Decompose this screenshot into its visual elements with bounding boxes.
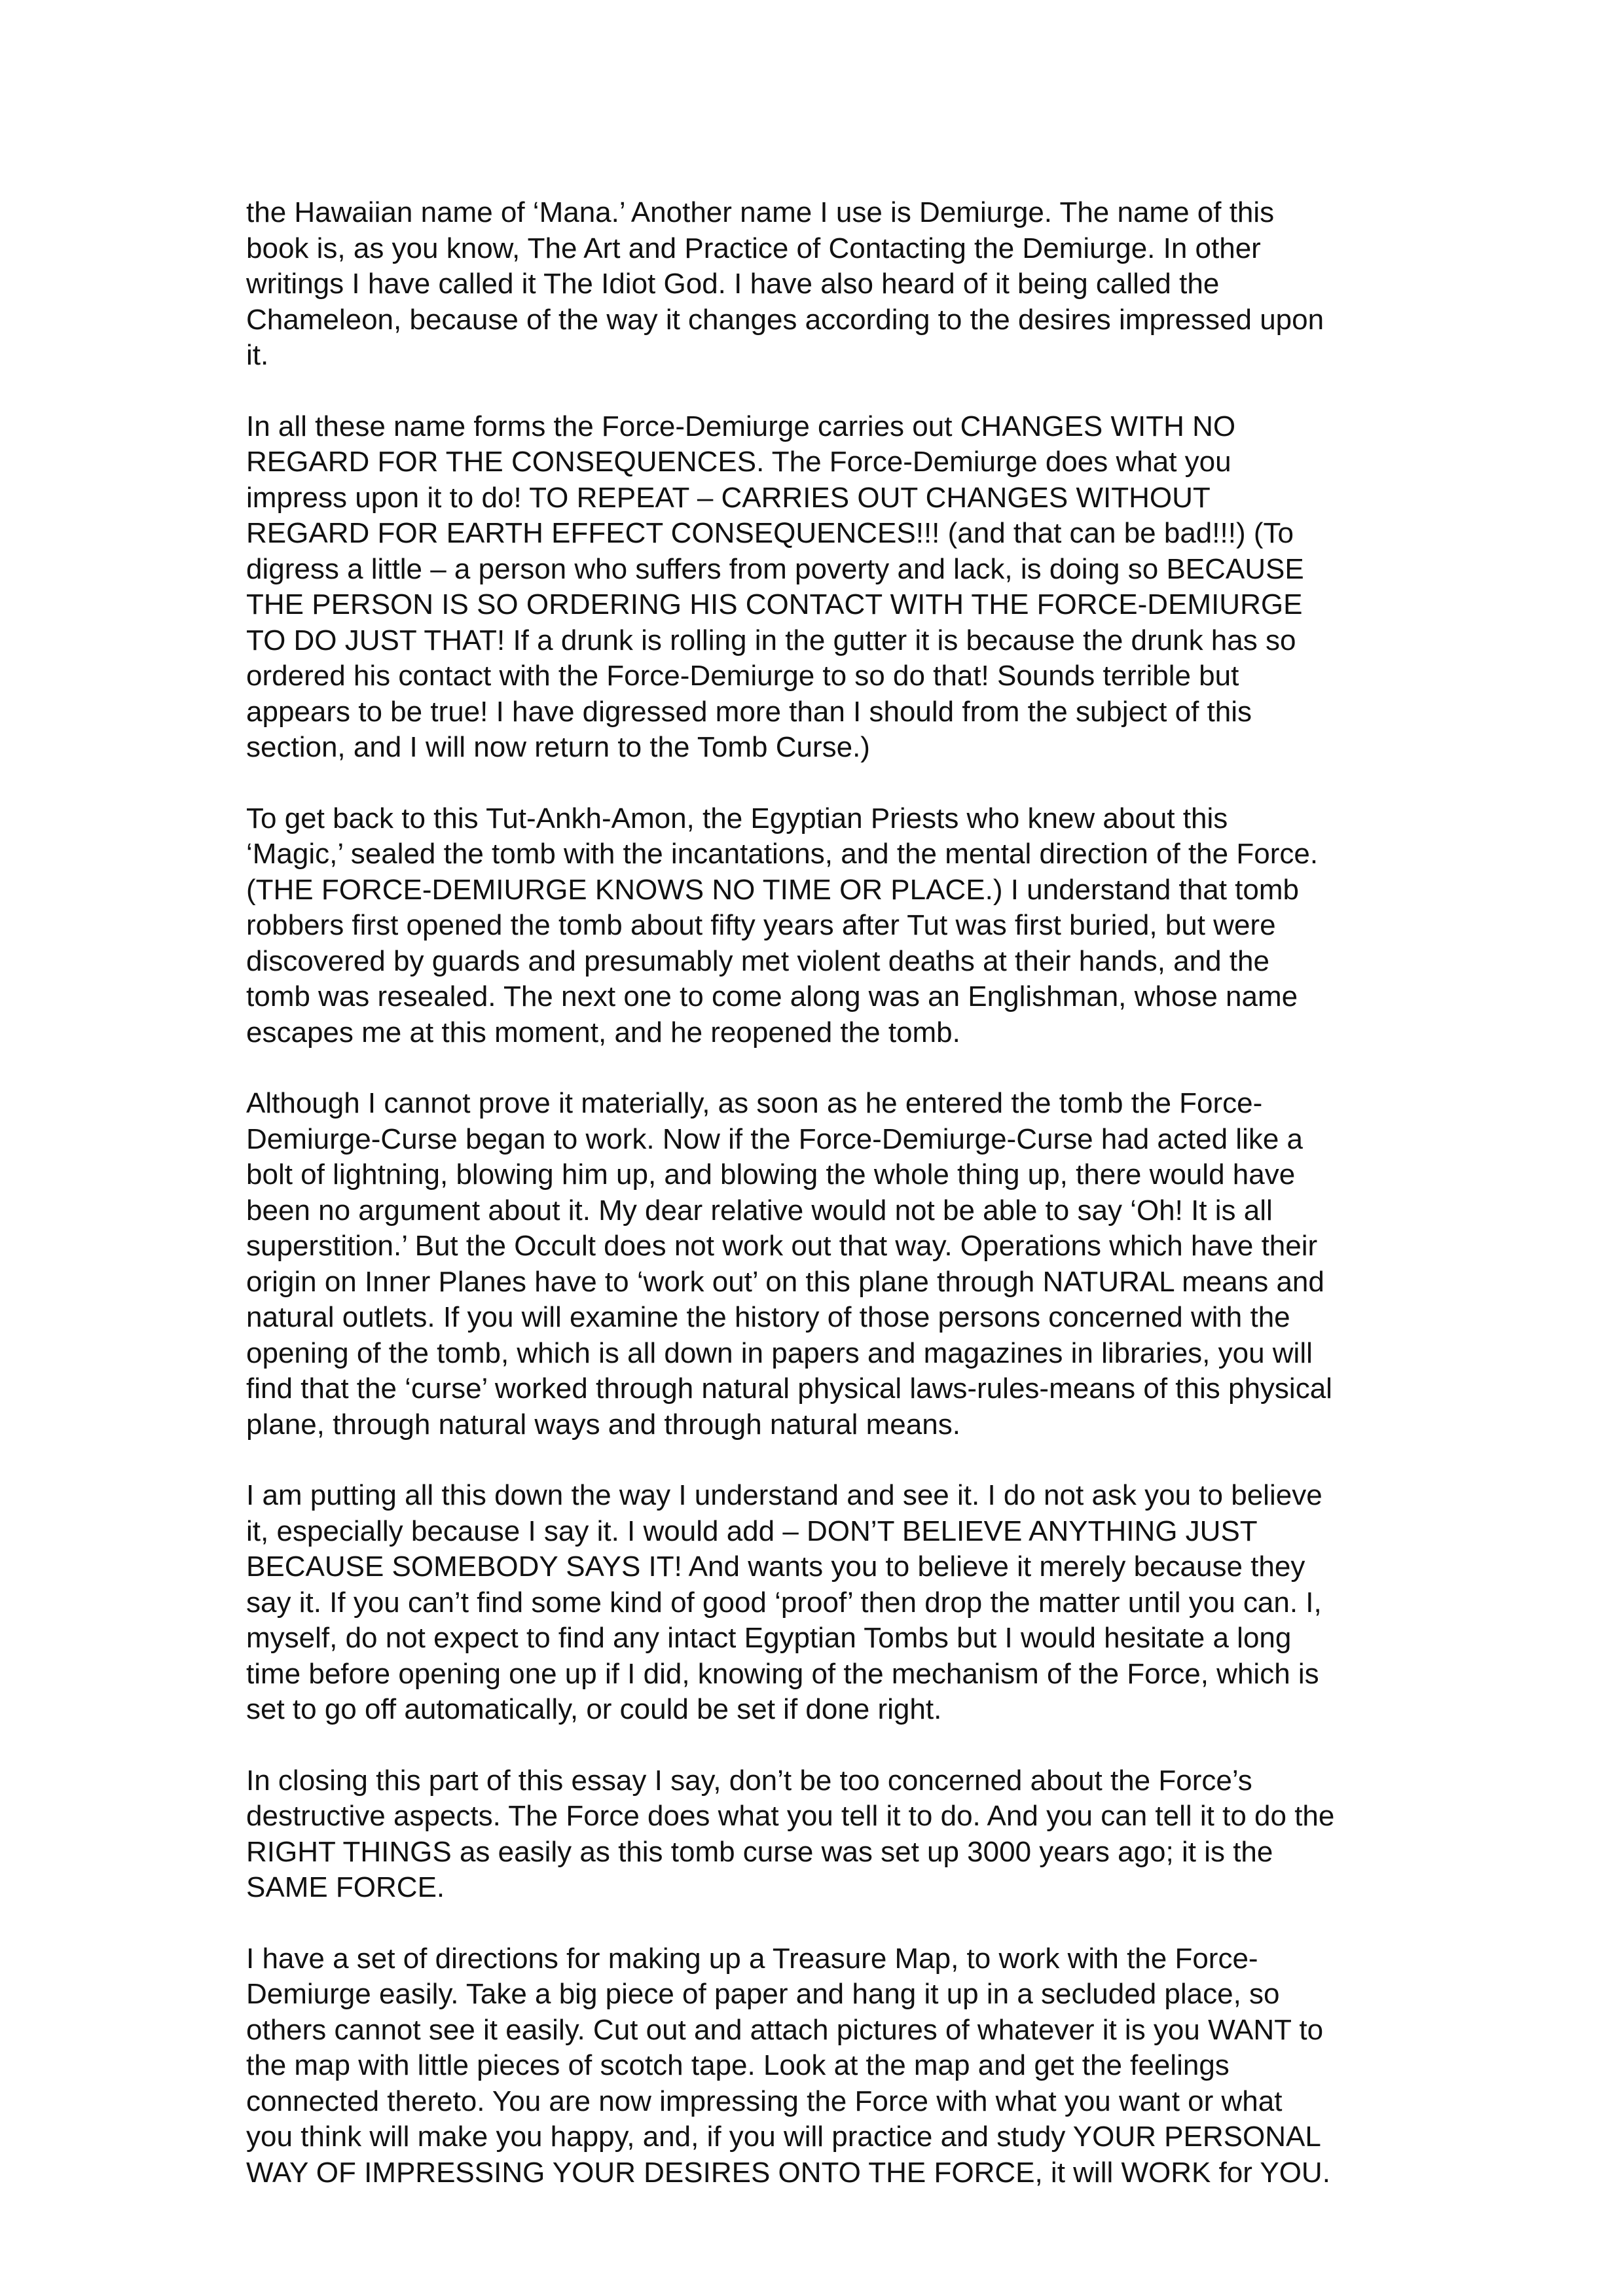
text-line: impress upon it to do! TO REPEAT – CARRIES OUT CHANGES WITHOUT [246, 481, 1211, 514]
text-line: book is, as you know, The Art and Practice of Contacting the Demiurge. In other [246, 232, 1261, 264]
text-line: bolt of lightning, blowing him up, and blowing the whole thing up, there would have [246, 1158, 1296, 1191]
text-line: digress a little – a person who suffers from poverty and lack, is doing so BECAUSE [246, 552, 1304, 585]
text-line: I have a set of directions for making up a Treasure Map, to work with the Force- [246, 1942, 1258, 1975]
text-line: robbers first opened the tomb about fifty years after Tut was first buried, but were [246, 909, 1276, 941]
text-line: the map with little pieces of scotch tape. Look at the map and get the feelings [246, 2049, 1230, 2081]
text-line: myself, do not expect to find any intact Egyptian Tombs but I would hesitate a long [246, 1622, 1292, 1654]
text-line: find that the ‘curse’ worked through natural physical laws-rules-means of this physical [246, 1372, 1332, 1405]
text-line: the Hawaiian name of ‘Mana.’ Another name I use is Demiurge. The name of this [246, 196, 1275, 228]
text-line: plane, through natural ways and through natural means. [246, 1408, 960, 1441]
text-line: TO DO JUST THAT! If a drunk is rolling in the gutter it is because the drunk has so [246, 624, 1296, 656]
text-line: Chameleon, because of the way it changes according to the desires impressed upon [246, 303, 1324, 336]
text-line: ordered his contact with the Force-Demiurge to so do that! Sounds terrible but [246, 660, 1239, 692]
paragraph [246, 1478, 1412, 1728]
paragraph [246, 1763, 1412, 1906]
text-line: been no argument about it. My dear relative would not be able to say ‘Oh! It is all [246, 1194, 1273, 1227]
text-line: section, and I will now return to the Tomb Curse.) [246, 731, 870, 763]
text-line: SAME FORCE. [246, 1871, 445, 1903]
text-line: you think will make you happy, and, if you will practice and study YOUR PERSONAL [246, 2121, 1321, 2153]
text-line: In closing this part of this essay I say, don’t be too concerned about the Force’s [246, 1764, 1252, 1797]
text-line: others cannot see it easily. Cut out and attach pictures of whatever it is you WANT to [246, 2013, 1324, 2046]
text-line: Demiurge-Curse began to work. Now if the Force-Demiurge-Curse had acted like a [246, 1122, 1304, 1155]
text-line: set to go off automatically, or could be set if done right. [246, 1693, 942, 1725]
text-line: THE PERSON IS SO ORDERING HIS CONTACT WITH THE FORCE-DEMIURGE [246, 588, 1303, 620]
text-line: discovered by guards and presumably met violent deaths at their hands, and the [246, 944, 1269, 977]
text-line: In all these name forms the Force-Demiurge carries out CHANGES WITH NO [246, 410, 1236, 442]
text-line: connected thereto. You are now impressing the Force with what you want or what [246, 2085, 1283, 2117]
text-line: it, especially because I say it. I would add – DON’T BELIEVE ANYTHING JUST [246, 1515, 1258, 1547]
text-line: superstition.’ But the Occult does not work out that way. Operations which have their [246, 1230, 1318, 1262]
text-line: ‘Magic,’ sealed the tomb with the incantations, and the mental direction of the Force. [246, 838, 1319, 870]
text-line: REGARD FOR EARTH EFFECT CONSEQUENCES!!! (and that can be bad!!!) (To [246, 517, 1294, 549]
paragraph [246, 1086, 1412, 1443]
text-line: Demiurge easily. Take a big piece of paper and hang it up in a secluded place, so [246, 1978, 1280, 2010]
text-line: origin on Inner Planes have to ‘work out’ on this plane through NATURAL means and [246, 1265, 1324, 1298]
text-line: REGARD FOR THE CONSEQUENCES. The Force-Demiurge does what you [246, 446, 1231, 478]
body-text [246, 195, 1412, 2226]
text-line: escapes me at this moment, and he reopened the tomb. [246, 1016, 960, 1049]
text-line: natural outlets. If you will examine the history of those persons concerned with the [246, 1301, 1290, 1333]
text-line: (THE FORCE-DEMIURGE KNOWS NO TIME OR PLACE.) I understand that tomb [246, 873, 1299, 906]
text-line: BECAUSE SOMEBODY SAYS IT! And wants you to believe it merely because they [246, 1551, 1305, 1583]
text-line: I am putting all this down the way I understand and see it. I do not ask you to believe [246, 1479, 1322, 1511]
text-line: RIGHT THINGS as easily as this tomb curse was set up 3000 years ago; it is the [246, 1835, 1273, 1868]
text-line: tomb was resealed. The next one to come along was an Englishman, whose name [246, 980, 1298, 1013]
text-line: WAY OF IMPRESSING YOUR DESIRES ONTO THE FORCE, it will WORK for YOU. [246, 2156, 1330, 2189]
text-line: it. [246, 339, 269, 371]
text-line: opening of the tomb, which is all down in papers and magazines in libraries, you will [246, 1336, 1313, 1369]
paragraph [246, 801, 1412, 1051]
text-line: say it. If you can’t find some kind of good ‘proof’ then drop the matter until you can. I, [246, 1586, 1322, 1619]
text-line: appears to be true! I have digressed more than I should from the subject of this [246, 695, 1252, 728]
text-line: To get back to this Tut-Ankh-Amon, the Egyptian Priests who knew about this [246, 802, 1228, 834]
text-line: writings I have called it The Idiot God. I have also heard of it being called the [246, 268, 1220, 300]
paragraph [246, 1941, 1412, 2191]
text-line: Although I cannot prove it materially, as soon as he entered the tomb the Force- [246, 1087, 1263, 1119]
text-line: destructive aspects. The Force does what you tell it to do. And you can tell it to do the [246, 1800, 1335, 1832]
paragraph [246, 409, 1412, 766]
text-line: time before opening one up if I did, knowing of the mechanism of the Force, which is [246, 1657, 1319, 1690]
paragraph [246, 195, 1412, 374]
